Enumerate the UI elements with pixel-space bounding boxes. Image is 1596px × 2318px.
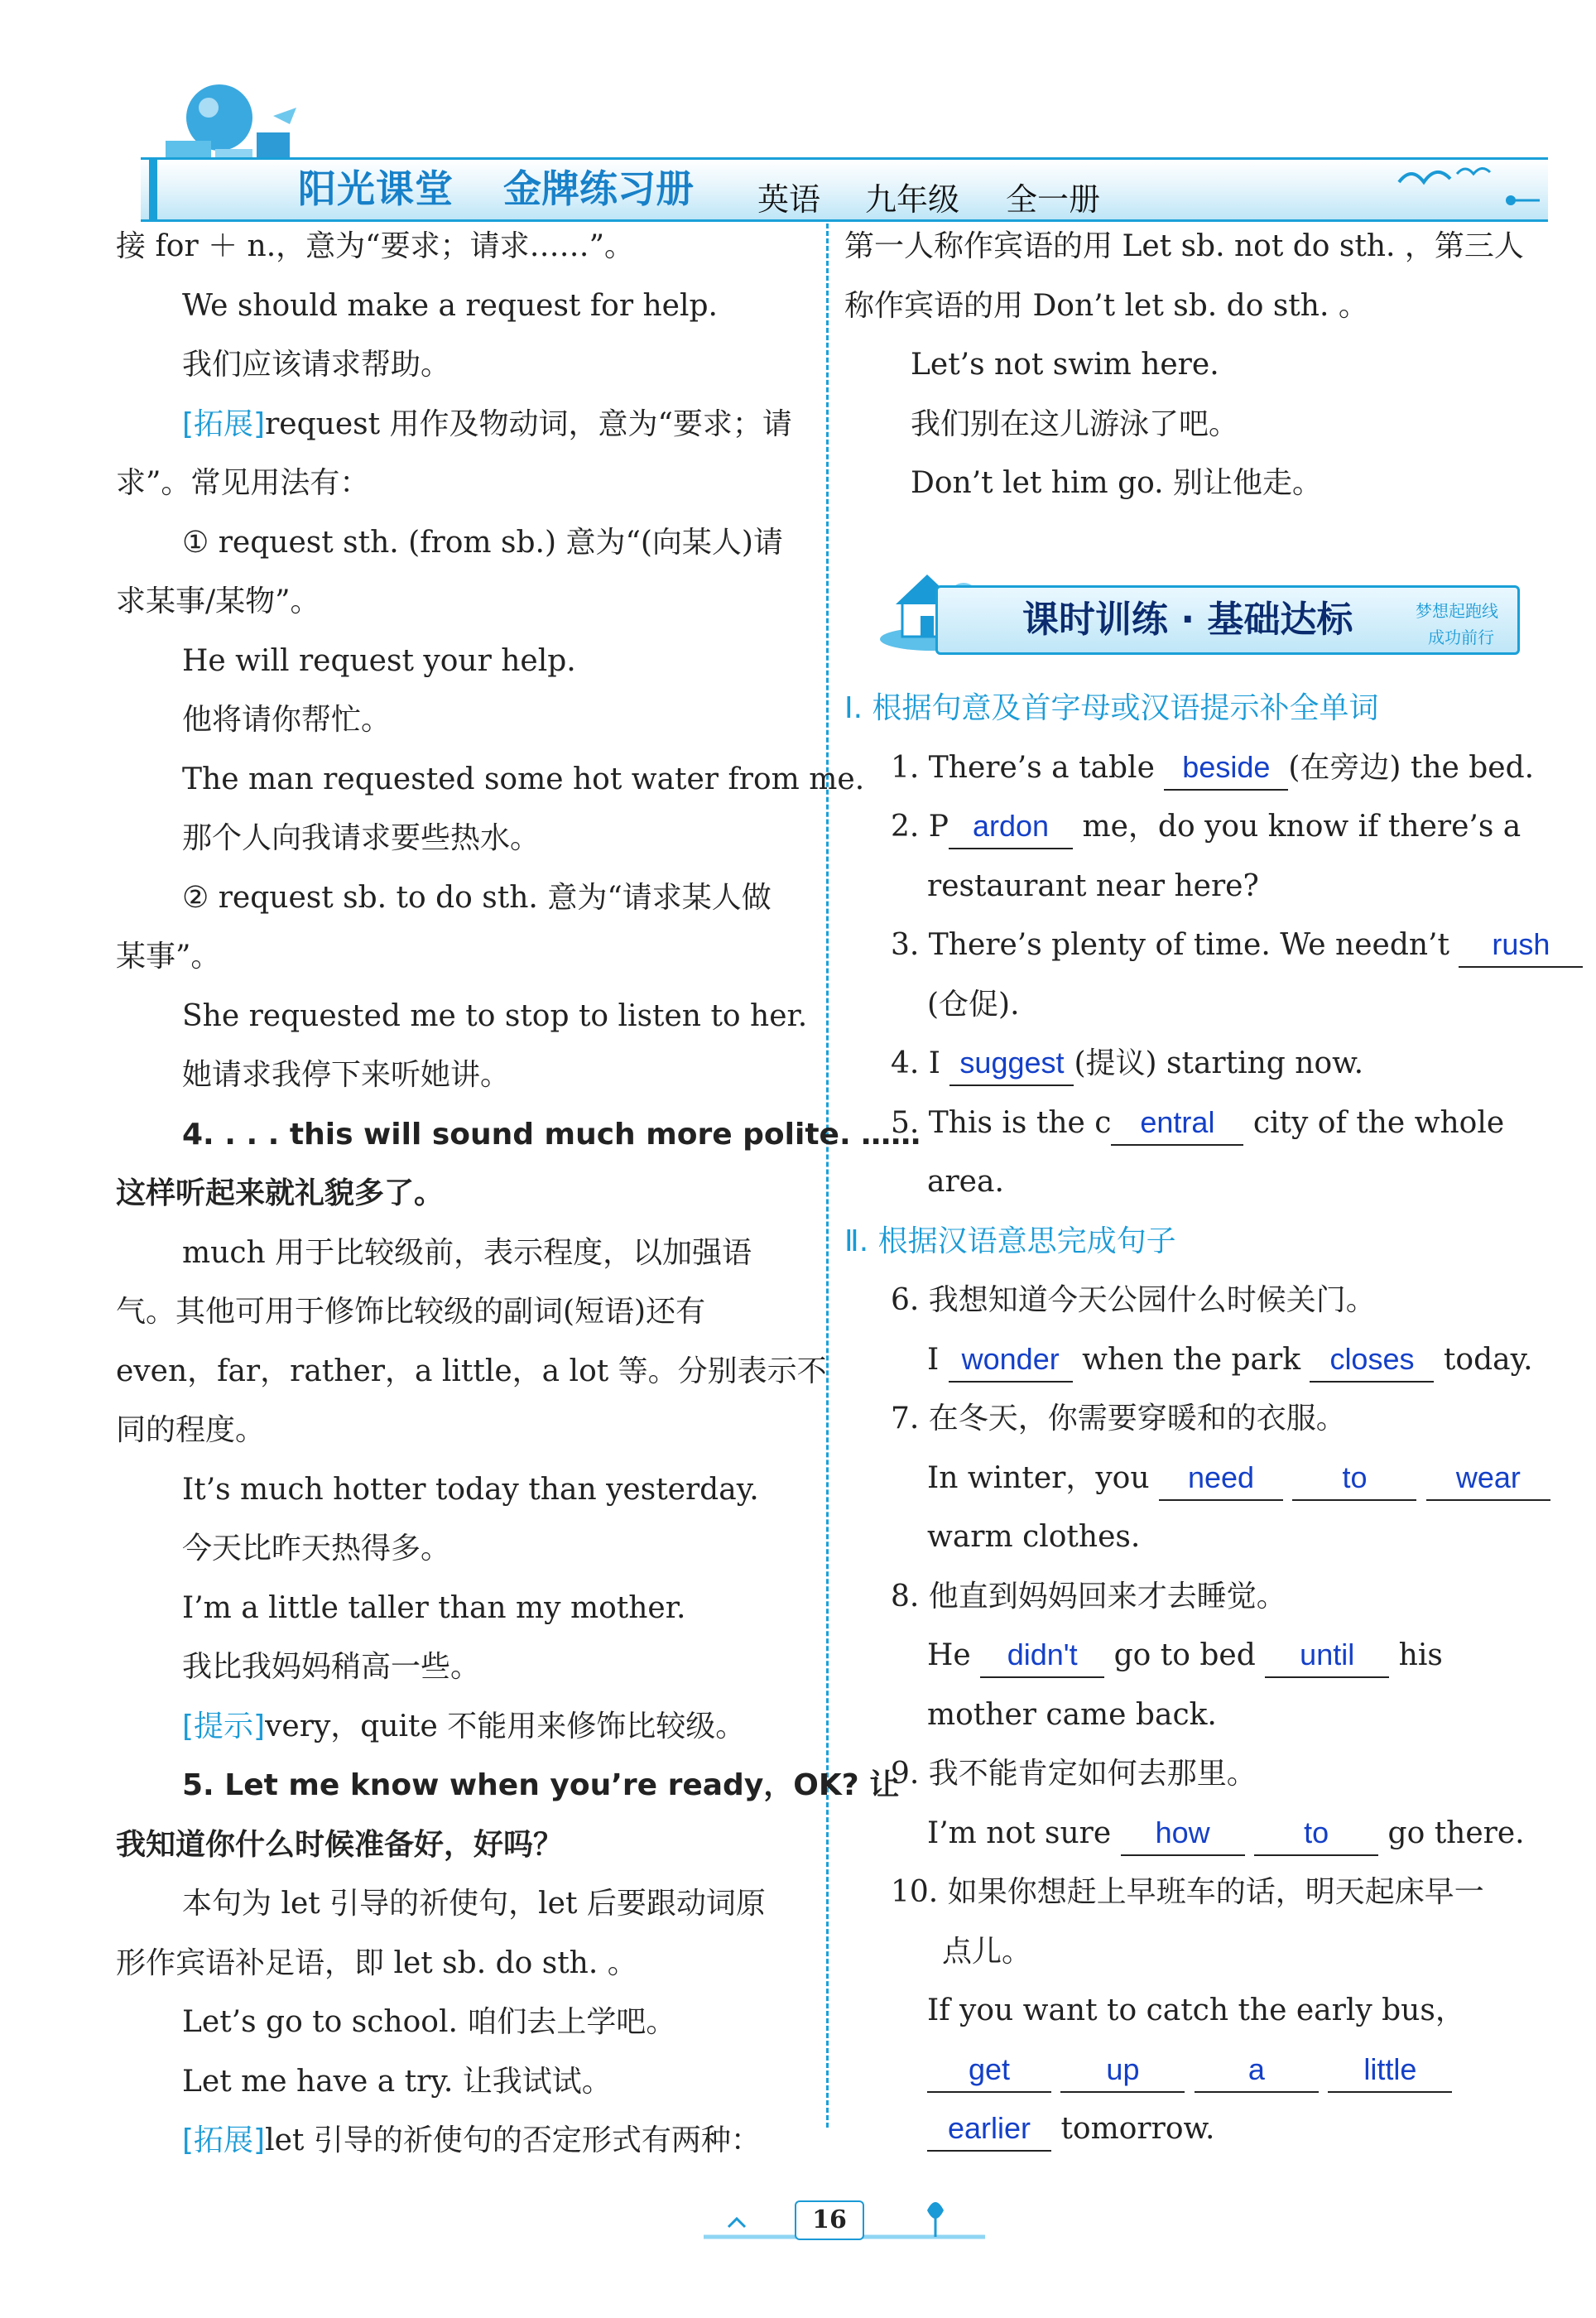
question-prompt-continuation: 点儿。: [942, 1934, 1032, 1969]
answer-blank: a: [1195, 2050, 1319, 2093]
answer-blank: earlier: [927, 2109, 1051, 2152]
usage-item: ① request sth. (from sb.) 意为“(向某人)请: [182, 525, 783, 560]
example-sentence: Let me have a try. 让我试试。: [182, 2064, 612, 2099]
point-heading: 4. . . . this will sound much more polite. ……: [182, 1117, 921, 1152]
translation: 那个人向我请求要些热水。: [182, 821, 541, 855]
answer-blank: rush: [1459, 925, 1583, 968]
text-line: 气。其他可用于修饰比较级的副词(短语)还有: [116, 1295, 706, 1329]
question-text: (提议) starting now.: [1074, 1046, 1364, 1080]
question-text: go there.: [1387, 1815, 1525, 1850]
question-text: I’m not sure: [927, 1815, 1112, 1850]
banner-subtitle: 梦想起跑线: [1416, 601, 1498, 621]
expand-tag: [拓展]: [182, 406, 266, 441]
expand-note: [116, 395, 811, 454]
question: [844, 2099, 1540, 2159]
expand-text: let 引导的祈使句的否定形式有两种：: [265, 2123, 761, 2157]
question-text: (在旁边) the bed.: [1288, 750, 1535, 785]
exercise-section: [844, 679, 1550, 2159]
birds-icon: [1374, 149, 1540, 215]
question-continuation: restaurant near here?: [927, 868, 1259, 903]
translation: 他将请你帮忙。: [182, 703, 392, 737]
text-line: 某事”。: [116, 940, 221, 974]
question-prompt: 8. 他直到妈妈回来才去睡觉。: [891, 1579, 1286, 1613]
subject-label: 英语: [757, 181, 821, 218]
expand-tag: [拓展]: [182, 2123, 266, 2157]
answer-blank: wonder: [949, 1339, 1073, 1383]
text-line: 第一人称作宾语的用 Let sb. not do sth. ，第三人: [844, 229, 1524, 263]
section-heading: Ⅰ. 根据句意及首字母或汉语提示补全单词: [844, 691, 1379, 725]
question: [844, 797, 1540, 857]
page-header: [0, 33, 1596, 218]
example-sentence: She requested me to stop to listen to her.: [182, 998, 808, 1033]
question-text: In winter，you: [927, 1460, 1150, 1495]
header-left-bar: [149, 157, 157, 220]
point-heading: 5. Let me know when you’re ready，OK? 让: [182, 1768, 900, 1802]
tip-tag: [提示]: [182, 1709, 266, 1743]
question-text: his: [1398, 1638, 1443, 1672]
example-sentence: Let’s go to school. 咱们去上学吧。: [182, 2005, 676, 2039]
tip-text: very，quite 不能用来修饰比较级。: [265, 1709, 746, 1743]
banner-subtitle-2: 成功前行: [1428, 628, 1494, 647]
expand-note: [116, 2111, 811, 2171]
page-number: 16: [795, 2200, 864, 2240]
example-sentence: He will request your help.: [182, 643, 576, 678]
translation: 我比我妈妈稍高一些。: [182, 1650, 481, 1684]
answer-blank: little: [1328, 2050, 1452, 2093]
question: [844, 1449, 1540, 1508]
question-prompt: 6. 我想知道今天公园什么时候关门。: [891, 1283, 1376, 1317]
text-line: 接 for ＋ n.，意为“要求；请求……”。: [116, 229, 634, 263]
question-text: tomorrow.: [1060, 2112, 1215, 2146]
answer-blank: get: [927, 2050, 1051, 2093]
example-sentence: Let’s not swim here.: [911, 348, 1219, 382]
example-sentence: Don’t let him go. 别让他走。: [911, 466, 1323, 500]
column-divider: [826, 224, 829, 2128]
translation: 我们别在这儿游泳了吧。: [911, 406, 1239, 441]
grade-label: 九年级: [865, 181, 960, 218]
answer-blank: up: [1060, 2050, 1185, 2093]
tip-note: [116, 1697, 811, 1757]
question-text: 3. There’s plenty of time. We needn’t: [891, 928, 1449, 962]
question-continuation: (仓促).: [927, 987, 1020, 1022]
question-text: city of the whole: [1252, 1105, 1505, 1140]
example-sentence: I’m a little taller than my mother.: [182, 1590, 686, 1625]
banner-title: 课时训练 · 基础达标: [1022, 599, 1353, 641]
question-text: 1. There’s a table: [891, 750, 1155, 785]
question-text: He: [927, 1638, 971, 1672]
section-heading: Ⅱ. 根据汉语意思完成句子: [844, 1224, 1176, 1258]
answer-blank: suggest: [949, 1043, 1074, 1086]
text-line: 形作宾语补足语，即 let sb. do sth. 。: [116, 1945, 637, 1980]
question-prompt: 7. 在冬天，你需要穿暖和的衣服。: [891, 1402, 1346, 1436]
answer-blank: to: [1292, 1458, 1416, 1501]
translation: 她请求我停下来听她讲。: [182, 1058, 511, 1092]
question: [844, 2041, 1540, 2100]
question-prompt: 9. 我不能肯定如何去那里。: [891, 1757, 1257, 1791]
answer-blank: to: [1254, 1813, 1378, 1856]
question-prompt: 10. 如果你想赶上早班车的话，明天起床早一: [891, 1875, 1484, 1909]
translation: 我们应该请求帮助。: [182, 348, 451, 382]
text-line: 称作宾语的用 Don’t let sb. do sth. 。: [844, 288, 1368, 323]
question: [844, 916, 1550, 975]
answer-blank: beside: [1164, 748, 1288, 791]
text-line: 本句为 let 引导的祈使句，let 后要跟动词原: [182, 1887, 766, 1921]
question-text: 4. I: [891, 1046, 941, 1080]
text-line: even，far，rather，a little，a lot 等。分别表示不: [116, 1354, 827, 1388]
right-column: [844, 217, 1540, 513]
question-text: go to bed: [1113, 1638, 1256, 1672]
example-sentence: It’s much hotter today than yesterday.: [182, 1472, 759, 1507]
question-text: 2. P: [891, 810, 949, 844]
answer-blank: didn't: [980, 1635, 1104, 1678]
answer-blank: until: [1265, 1635, 1389, 1678]
answer-blank: ardon: [949, 806, 1073, 849]
point-heading-translation: 这样听起来就礼貌多了。: [116, 1176, 445, 1210]
question: [844, 1094, 1540, 1153]
question: [844, 1626, 1540, 1686]
question-text: If you want to catch the early bus，: [927, 1993, 1465, 2027]
question-text: when the park: [1082, 1342, 1301, 1377]
usage-item: ② request sb. to do sth. 意为“请求某人做: [182, 880, 772, 915]
text-line: much 用于比较级前，表示程度，以加强语: [182, 1235, 752, 1270]
brand-subtitle: 金牌练习册: [503, 166, 694, 211]
question: [844, 1330, 1540, 1390]
translation: 今天比昨天热得多。: [182, 1532, 451, 1565]
question-text: I: [927, 1342, 940, 1377]
volume-label: 全一册: [1006, 181, 1101, 218]
answer-blank: need: [1159, 1458, 1283, 1501]
text-line: 同的程度。: [116, 1413, 266, 1447]
question: [844, 738, 1540, 798]
expand-text: request 用作及物动词，意为“要求；请: [265, 406, 792, 441]
question-continuation: warm clothes.: [927, 1520, 1141, 1554]
answer-blank: how: [1121, 1813, 1245, 1856]
answer-blank: wear: [1426, 1458, 1550, 1501]
question-text: today.: [1443, 1342, 1533, 1377]
brand-title: 阳光课堂: [298, 166, 454, 211]
page-footer: [695, 2186, 993, 2252]
answer-blank: entral: [1111, 1103, 1243, 1146]
question-text: me，do you know if there’s a: [1082, 810, 1521, 844]
example-sentence: The man requested some hot water from me.: [182, 762, 865, 796]
question-continuation: mother came back.: [927, 1697, 1217, 1732]
example-sentence: We should make a request for help.: [182, 288, 718, 323]
question-text: 5. This is the c: [891, 1105, 1112, 1140]
section-banner: [877, 556, 1515, 654]
question: [844, 1804, 1540, 1864]
answer-blank: closes: [1310, 1339, 1434, 1383]
question: [844, 1034, 1540, 1094]
text-line: 求某事/某物”。: [116, 584, 320, 618]
point-heading-translation: 我知道你什么时候准备好，好吗？: [116, 1827, 564, 1862]
text-line: 求”。常见用法有：: [116, 466, 370, 500]
question-continuation: area.: [927, 1165, 1004, 1199]
